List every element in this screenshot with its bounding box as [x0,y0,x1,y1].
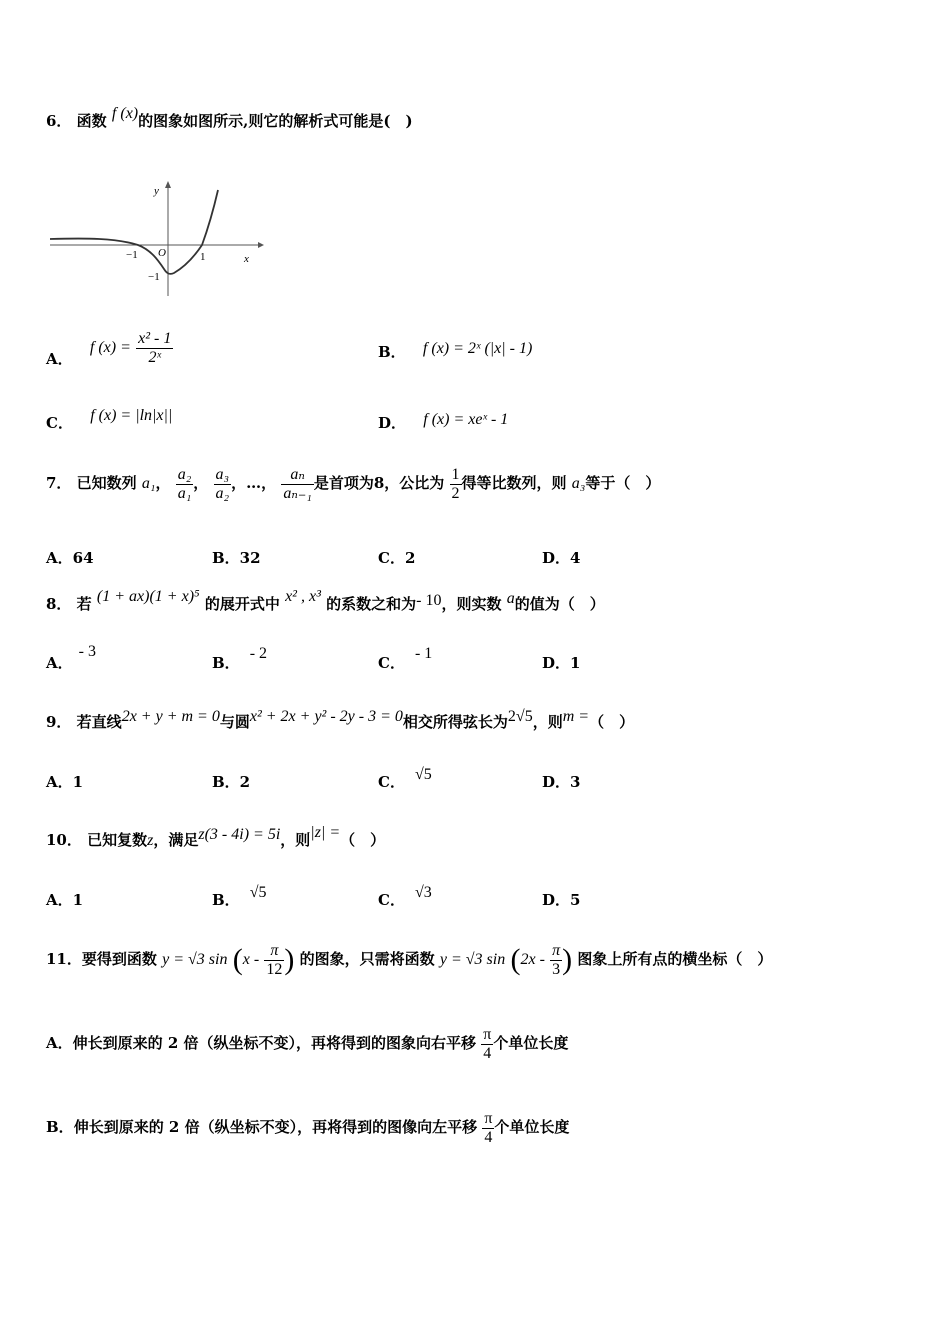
graph-negy1-label: −1 [148,271,160,283]
q11-a-text-a: 伸长到原来的 2 倍（纵坐标不变），再将得到的图象向右平移 [72,1034,477,1053]
q11-a-text-b: 个单位长度 [493,1034,569,1053]
q11-f2-num: π [552,942,561,959]
q11-b-label: B． [46,1118,74,1137]
q6-option-a[interactable] [46,330,173,369]
q6-text-a: 函数 [76,112,107,130]
graph-x-label: x [244,253,249,265]
q11-f1-den: 12 [266,960,283,978]
q11-a-den: 4 [483,1044,492,1062]
graph-origin-label: O [158,247,166,259]
q11-text-b: 的图象，只需将函数 [299,950,435,969]
q11-b-text-b: 个单位长度 [494,1118,570,1137]
q7-dots: ，…， [231,474,277,493]
q7-f3-num: aₙ [281,466,314,485]
q10-z: z [147,832,154,849]
q10-text-c: ，则 [280,831,311,849]
q7-option-b[interactable]: B．32 [212,549,261,567]
q11-text-c: 图象上所有点的横坐标（ ） [577,950,773,969]
q11-b-num: π [484,1110,493,1127]
q10-number: 10． [46,831,82,849]
q10-abs: |z| = [310,824,341,841]
q8-option-a[interactable] [46,643,96,673]
q11-text-a: 要得到函数 [81,950,157,969]
q10-option-d[interactable]: D．5 [542,891,581,909]
q7-sep-2: ， [193,474,209,493]
q9-number: 9． [46,713,72,731]
q6-function-graph [46,176,266,300]
q10-text-d: （ ） [340,831,386,849]
q6-c-expr: f (x) = |ln|x|| [90,407,173,424]
question-10 [46,824,386,850]
q9-option-a[interactable]: A．1 [46,773,84,791]
q8-text-e: 的值为（ ） [514,595,605,613]
q10-c-label: C． [378,891,405,909]
q8-terms: x² , x³ [285,588,321,605]
q9-text-c: 相交所得弦长为 [402,713,508,731]
q8-text-d: ，则实数 [441,595,502,613]
q11-b-text-a: 伸长到原来的 2 倍（纵坐标不变），再将得到的图像向左平移 [73,1118,478,1137]
q8-text-b: 的展开式中 [204,595,280,613]
q7-half-num: 1 [451,466,460,483]
q6-a-label: A． [46,350,73,369]
q7-f1-den: a₁ [177,484,192,502]
q11-f2-den: 3 [552,960,561,978]
q8-c-label: C． [378,654,405,672]
q8-expr: (1 + ax)(1 + x)⁵ [96,588,200,605]
question-9 [46,708,635,732]
q11-number: 11． [46,950,82,969]
question-7 [46,466,660,502]
q7-f1-num: a₂ [177,466,192,483]
q7-f2-num: a₃ [215,466,230,483]
q8-b-label: B． [212,654,240,672]
q10-b-value: √5 [249,884,267,901]
q11-f2-lhs: y = √3 sin [439,951,506,969]
q7-a1: a₁ [141,475,156,493]
q9-text-b: 与圆 [219,713,250,731]
q6-b-expr: f (x) = 2ˣ (|x| - 1) [422,340,533,357]
q9-c-value: √5 [414,766,432,783]
q7-text-c: 得等比数列，则 [461,474,567,493]
question-8 [46,588,605,614]
q8-option-b[interactable] [212,645,268,673]
q11-a-num: π [483,1026,492,1043]
graph-neg1-label: −1 [126,249,138,261]
q8-b-value: - 2 [249,645,268,662]
q6-b-label: B． [378,343,406,361]
q10-text-a: 已知复数 [87,831,148,849]
q6-number: 6． [46,112,72,130]
q7-option-a[interactable]: A．64 [46,549,94,567]
q9-option-c[interactable] [378,766,432,792]
q7-a3: a₃ [571,475,586,493]
q8-option-d[interactable]: D．1 [542,654,581,672]
q9-option-d[interactable]: D．3 [542,773,581,791]
q6-option-b[interactable] [378,341,532,362]
q10-option-c[interactable] [378,884,432,910]
q6-d-label: D． [378,414,407,432]
q8-option-c[interactable] [378,645,433,673]
q8-text-c: 的系数之和为 [326,595,417,613]
q6-a-den: 2ˣ [148,348,161,366]
q11-f1-lhs: y = √3 sin [162,951,228,969]
q7-option-d[interactable]: D．4 [542,549,581,567]
q9-text-a: 若直线 [76,713,122,731]
q10-b-label: B． [212,891,240,909]
q10-c-value: √3 [414,884,432,901]
q7-half-den: 2 [451,484,460,502]
q11-b-den: 4 [484,1128,493,1146]
q9-line-eq: 2x + y + m = 0 [121,708,220,725]
q6-a-lhs: f (x) = [89,339,131,357]
q11-f1-a: x - [242,951,260,969]
q11-option-b[interactable] [46,1110,569,1146]
q6-fx: f (x) [111,105,139,122]
q7-text-b: 是首项为8，公比为 [313,474,445,493]
q9-circle-eq: x² + 2x + y² - 2y - 3 = 0 [249,708,403,725]
q8-a-value: - 3 [78,643,96,660]
q7-f3-den: aₙ₋₁ [283,484,312,502]
q11-f1-num: π [264,942,284,961]
q7-number: 7． [46,474,72,493]
q10-eq: z(3 - 4i) = 5i [198,826,281,843]
q10-option-a[interactable]: A．1 [46,891,84,909]
q9-c-label: C． [378,773,405,791]
q8-var: a [506,590,515,607]
q7-text-a: 已知数列 [76,474,137,493]
q6-a-num: x² - 1 [138,330,172,347]
q10-option-b[interactable] [212,884,267,910]
q7-sep-1: ， [155,474,171,493]
question-6 [46,105,413,131]
q11-f2-a: 2x - [520,951,545,969]
graph-1-label: 1 [200,251,206,263]
q9-chord: 2√5 [507,708,533,725]
q6-option-d[interactable] [378,412,508,433]
q11-a-label: A． [46,1034,73,1053]
question-11: 11．要得到函数 y = √3 sin (x - $\frac{\pi}{12}$ ) 的图象，只需将函数 y = √3 sin (2x - $\frac{\pi}{3}$ ) 图象上所有点的横坐标（ ） [46,942,773,978]
q6-d-expr: f (x) = xeˣ - 1 [423,411,509,428]
q8-c-value: - 1 [414,645,433,662]
q6-text-b: 的图象如图所示,则它的解析式可能是( ) [138,112,413,130]
q10-text-b: ，满足 [153,831,199,849]
q9-text-e: （ ） [589,713,635,731]
q8-a-label: A． [46,654,73,672]
q6-c-label: C． [46,414,73,432]
q8-text-a: 若 [76,595,92,613]
q9-var: m = [562,708,590,725]
q8-number: 8． [46,595,72,613]
q11-option-a[interactable] [46,1026,568,1062]
q7-text-d: 等于（ ） [585,474,661,493]
q7-f2-den: a₂ [215,484,230,502]
q9-option-b[interactable]: B．2 [212,773,251,791]
q8-value: - 10 [416,592,442,609]
graph-y-label: y [154,185,159,197]
q7-option-c[interactable]: C．2 [378,549,416,567]
q9-text-d: ，则 [532,713,563,731]
q6-option-c[interactable] [46,407,173,433]
